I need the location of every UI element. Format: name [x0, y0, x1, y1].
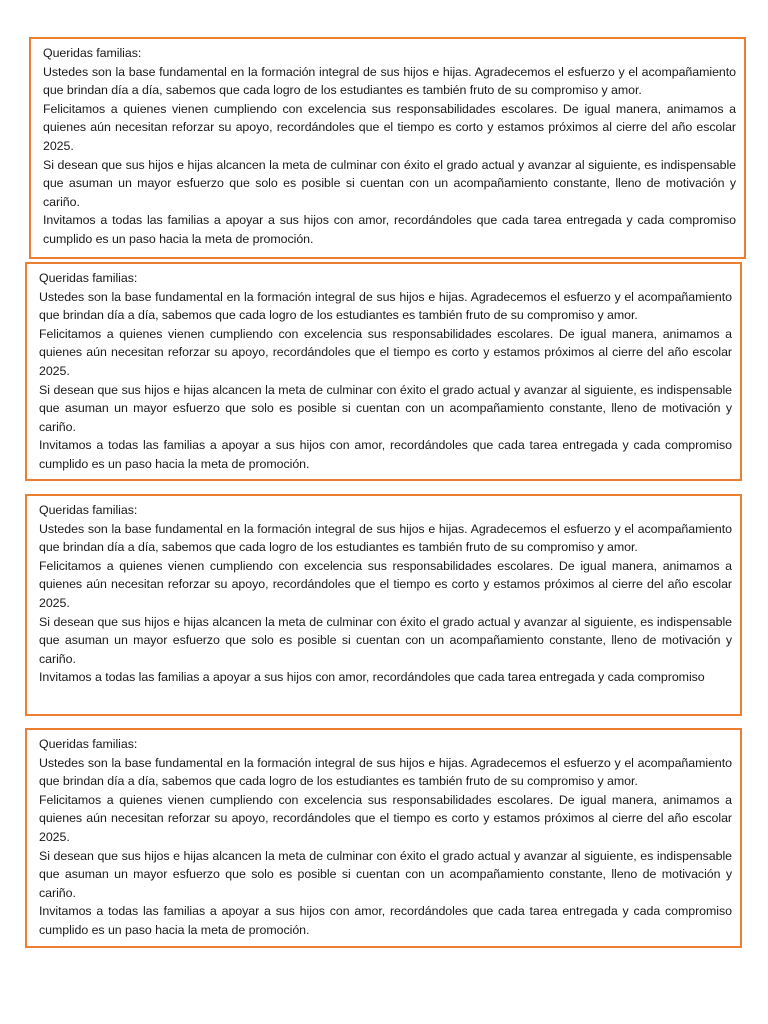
letter-paragraph: Invitamos a todas las familias a apoyar a sus hijos con amor, recordándoles que cada tarea entregada y cada compromiso	[39, 670, 705, 685]
letter-paragraph: Felicitamos a quienes vienen cumpliendo con excelencia sus responsabilidades escolares. De igual manera, animamos a quienes aún necesitan reforzar su apoyo, recordándoles que el tiempo es corto y estamos próximos al cierre del año escolar 2025.	[39, 792, 732, 844]
letter-greeting: Queridas familias:	[39, 737, 138, 751]
letter-box	[25, 262, 742, 481]
letter-greeting: Queridas familias:	[39, 503, 138, 517]
letter-box	[25, 728, 742, 948]
letter-greeting: Queridas familias:	[39, 271, 138, 285]
letter-paragraph: Invitamos a todas las familias a apoyar a sus hijos con amor, recordándoles que cada tarea entregada y cada compromiso cumplido es un paso hacia la meta de promoción.	[39, 904, 732, 937]
letter-paragraph: Si desean que sus hijos e hijas alcancen la meta de culminar con éxito el grado actual y avanzar al siguiente, es indispensable que asuman un mayor esfuerzo que solo es posible si cuentan con un acompañamiento constante, lleno de motivación y cariño.	[39, 614, 732, 666]
letter-paragraph: Si desean que sus hijos e hijas alcancen la meta de culminar con éxito el grado actual y avanzar al siguiente, es indispensable que asuman un mayor esfuerzo que solo es posible si cuentan con un acompañamiento constante, lleno de motivación y cariño.	[39, 848, 732, 900]
letter-paragraph: Invitamos a todas las familias a apoyar a sus hijos con amor, recordándoles que cada tarea entregada y cada compromiso cumplido es un paso hacia la meta de promoción.	[39, 438, 732, 471]
letter-paragraph: Si desean que sus hijos e hijas alcancen la meta de culminar con éxito el grado actual y avanzar al siguiente, es indispensable que asuman un mayor esfuerzo que solo es posible si cuentan con un acompañamiento constante, lleno de motivación y cariño.	[39, 382, 732, 434]
letter-paragraph: Ustedes son la base fundamental en la formación integral de sus hijos e hijas. Agradecemos el esfuerzo y el acompañamiento que brindan día a día, sabemos que cada logro de los estudiantes es también fruto de su compromiso y amor.	[39, 521, 732, 555]
letter-box	[25, 494, 742, 716]
letter-paragraph: Felicitamos a quienes vienen cumpliendo con excelencia sus responsabilidades escolares. De igual manera, animamos a quienes aún necesitan reforzar su apoyo, recordándoles que el tiempo es corto y estamos próximos al cierre del año escolar 2025.	[43, 101, 736, 153]
letter-paragraph: Ustedes son la base fundamental en la formación integral de sus hijos e hijas. Agradecemos el esfuerzo y el acompañamiento que brindan día a día, sabemos que cada logro de los estudiantes es también fruto de su compromiso y amor.	[39, 755, 732, 789]
letter-paragraph: Invitamos a todas las familias a apoyar a sus hijos con amor, recordándoles que cada tarea entregada y cada compromiso cumplido es un paso hacia la meta de promoción.	[43, 213, 736, 246]
letter-box	[29, 37, 746, 259]
letter-paragraph: Si desean que sus hijos e hijas alcancen la meta de culminar con éxito el grado actual y avanzar al siguiente, es indispensable que asuman un mayor esfuerzo que solo es posible si cuentan con un acompañamiento constante, lleno de motivación y cariño.	[43, 157, 736, 209]
letter-paragraph: Felicitamos a quienes vienen cumpliendo con excelencia sus responsabilidades escolares. De igual manera, animamos a quienes aún necesitan reforzar su apoyo, recordándoles que el tiempo es corto y estamos próximos al cierre del año escolar 2025.	[39, 326, 732, 378]
letter-greeting: Queridas familias:	[43, 46, 142, 60]
letter-paragraph: Ustedes son la base fundamental en la formación integral de sus hijos e hijas. Agradecemos el esfuerzo y el acompañamiento que brindan día a día, sabemos que cada logro de los estudiantes es también fruto de su compromiso y amor.	[43, 64, 736, 98]
letter-paragraph: Felicitamos a quienes vienen cumpliendo con excelencia sus responsabilidades escolares. De igual manera, animamos a quienes aún necesitan reforzar su apoyo, recordándoles que el tiempo es corto y estamos próximos al cierre del año escolar 2025.	[39, 558, 732, 610]
letter-paragraph: Ustedes son la base fundamental en la formación integral de sus hijos e hijas. Agradecemos el esfuerzo y el acompañamiento que brindan día a día, sabemos que cada logro de los estudiantes es también fruto de su compromiso y amor.	[39, 289, 732, 323]
